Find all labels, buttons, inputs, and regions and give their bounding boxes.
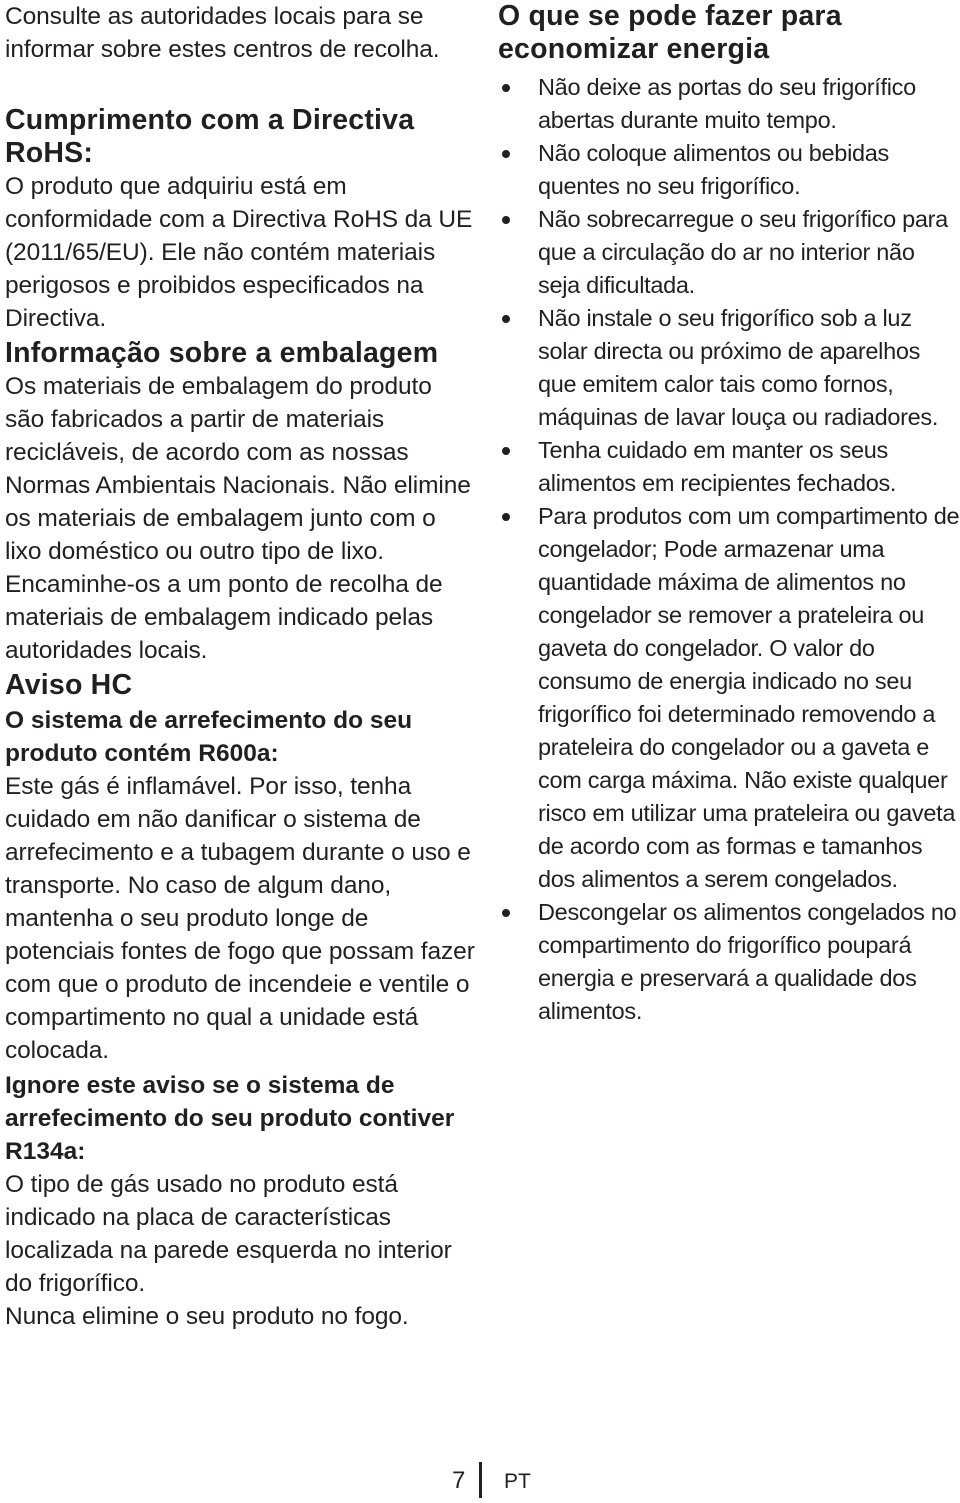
list-item [498, 203, 960, 302]
bullet-icon [502, 84, 510, 92]
bullet-icon [502, 150, 510, 158]
energy-tips-list [498, 71, 960, 1028]
r134a-subheading: Ignore este aviso se o sistema de arrefecimento do seu produto contiver R134a: [5, 1072, 455, 1165]
r600a-subheading: O sistema de arrefecimento do seu produto contém R600a: [5, 707, 413, 767]
bullet-icon [502, 909, 510, 917]
bullet-icon [502, 513, 510, 521]
bullet-icon [502, 315, 510, 323]
bullet-icon [502, 447, 510, 455]
list-item-text: Para produtos com um compartimento de congelador; Pode armazenar uma quantidade máxima de alimentos no congelador se remover a prateleira ou gaveta do congelador. O valor do consumo de energia indicado no seu frigorífico foi determinado removendo a prateleira do congelador ou a gaveta e com carga máxima. Não existe qualquer risco em utilizar uma prateleira ou gaveta de acordo com as formas e tamanhos dos alimentos a serem congelados. [538, 503, 960, 892]
page-number: 7 [452, 1467, 466, 1494]
list-item [498, 434, 960, 500]
r600a-paragraph: Este gás é inflamável. Por isso, tenha cuidado em não danificar o sistema de arrefecimento e a tubagem durante o uso e transporte. No caso de algum dano, mantenha o seu produto longe de potenciais fontes de fogo que possam fazer com que o produto de incendeie e ventile o compartimento no qual a unidade está colocada. [5, 773, 475, 1064]
list-item [498, 302, 960, 434]
intro-paragraph: Consulte as autoridades locais para se informar sobre estes centros de recolha. [5, 3, 440, 63]
list-item [498, 500, 960, 896]
rohs-heading: Cumprimento com a Directiva RoHS: [5, 104, 415, 169]
list-item [498, 896, 960, 1028]
packaging-paragraph: Os materiais de embalagem do produto são fabricados a partir de materiais recicláveis, de acordo com as nossas Normas Ambientais Nacionais. Não elimine os materiais de embalagem junto com o lixo doméstico ou outro tipo de lixo. Encaminhe-os a um ponto de recolha de materiais de embalagem indicado pelas autoridades locais. [5, 373, 471, 664]
list-item [498, 137, 960, 203]
list-item-text: Não sobrecarregue o seu frigorífico para que a circulação do ar no interior não seja dificultada. [538, 206, 948, 298]
bullet-icon [502, 216, 510, 224]
list-item-text: Não deixe as portas do seu frigorífico abertas durante muito tempo. [538, 74, 916, 133]
right-column [498, 0, 960, 1028]
rohs-paragraph: O produto que adquiriu está em conformidade com a Directiva RoHS da UE (2011/65/EU). Ele não contém materiais perigosos e proibidos especificados na Directiva. [5, 173, 473, 332]
energy-saving-heading: O que se pode fazer para economizar energia [498, 0, 842, 65]
list-item-text: Não coloque alimentos ou bebidas quentes no seu frigorífico. [538, 140, 889, 199]
list-item-text: Descongelar os alimentos congelados no compartimento do frigorífico poupará energia e preservará a qualidade dos alimentos. [538, 899, 957, 1024]
list-item [498, 71, 960, 137]
r134a-paragraph: O tipo de gás usado no produto está indicado na placa de características localizada na parede esquerda no interior do frigorífico. [5, 1171, 452, 1297]
list-item-text: Tenha cuidado em manter os seus alimentos em recipientes fechados. [538, 437, 897, 496]
language-code: PT [504, 1470, 531, 1493]
packaging-heading: Informação sobre a embalagem [5, 337, 439, 369]
page-footer [0, 1460, 960, 1500]
hc-warning-heading: Aviso HC [5, 669, 133, 701]
fire-warning-paragraph: Nunca elimine o seu produto no fogo. [5, 1303, 409, 1330]
footer-divider [479, 1462, 482, 1498]
list-item-text: Não instale o seu frigorífico sob a luz solar directa ou próximo de aparelhos que emitem calor tais como fornos, máquinas de lavar louça ou radiadores. [538, 305, 939, 430]
left-column [5, 0, 475, 1333]
